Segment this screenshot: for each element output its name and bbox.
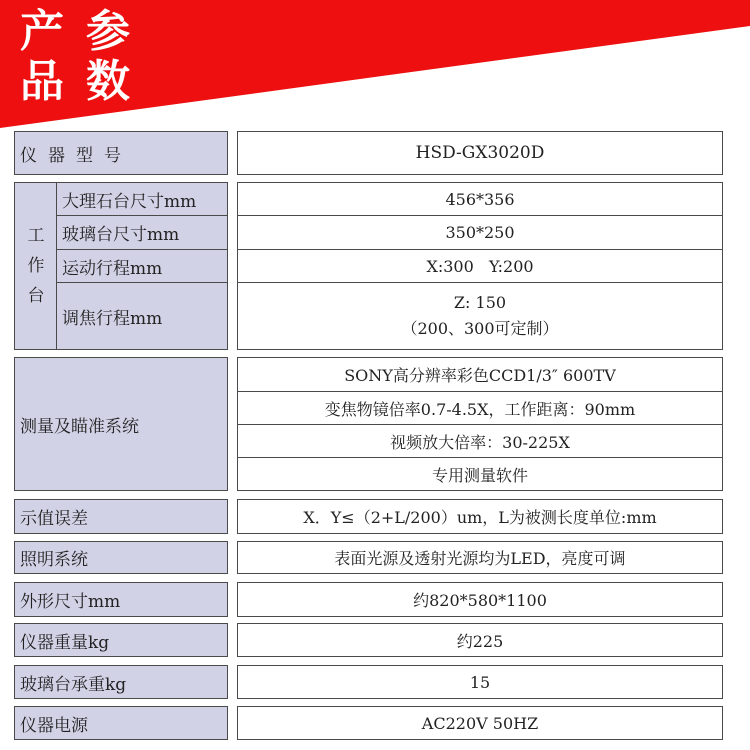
measurement-value-3: 视频放大倍率：30-225X	[237, 424, 723, 458]
measurement-value-4: 专用测量软件	[237, 457, 723, 491]
focus-label: 调焦行程mm	[56, 282, 228, 350]
glass-size-value: 350*250	[237, 215, 723, 250]
measurement-label: 测量及瞄准系统	[14, 357, 228, 491]
power-label: 仪器电源	[14, 706, 228, 740]
glass-load-label: 玻璃台承重kg	[14, 665, 228, 699]
workstation-char-2: 作	[27, 256, 45, 276]
dimensions-label: 外形尺寸mm	[14, 582, 228, 617]
marble-size-value: 456*356	[237, 182, 723, 216]
weight-label: 仪器重量kg	[14, 623, 228, 657]
page-title	[20, 8, 152, 108]
header-banner	[0, 0, 750, 128]
error-value: X．Y≤（2+L/200）um，L为被测长度单位:mm	[237, 499, 723, 534]
glass-load-value: 15	[237, 665, 723, 699]
model-label: 仪器型号	[14, 131, 228, 175]
focus-value-line-2: （200、300可定制）	[401, 319, 559, 338]
focus-value	[237, 282, 723, 350]
error-label: 示值误差	[14, 499, 228, 534]
travel-label: 运动行程mm	[56, 249, 228, 283]
power-value: AC220V 50HZ	[237, 706, 723, 740]
marble-size-label: 大理石台尺寸mm	[56, 182, 228, 216]
model-value: HSD-GX3020D	[237, 131, 723, 175]
measurement-value-1: SONY高分辨率彩色CCD1/3″ 600TV	[237, 357, 723, 392]
workstation-char-1: 工	[27, 226, 45, 246]
workstation-char-3: 台	[27, 286, 45, 306]
travel-value: X:300 Y:200	[237, 249, 723, 283]
glass-size-label: 玻璃台尺寸mm	[56, 215, 228, 250]
weight-value: 约225	[237, 623, 723, 657]
lighting-value: 表面光源及透射光源均为LED，亮度可调	[237, 541, 723, 574]
focus-value-line-1: Z: 150	[453, 293, 507, 312]
dimensions-value: 约820*580*1100	[237, 582, 723, 617]
workstation-group-label	[14, 182, 58, 350]
lighting-label: 照明系统	[14, 541, 228, 574]
measurement-value-2: 变焦物镜倍率0.7-4.5X，工作距离：90mm	[237, 391, 723, 425]
title-line-1: 产参	[20, 6, 152, 57]
title-line-2: 品数	[20, 56, 152, 107]
